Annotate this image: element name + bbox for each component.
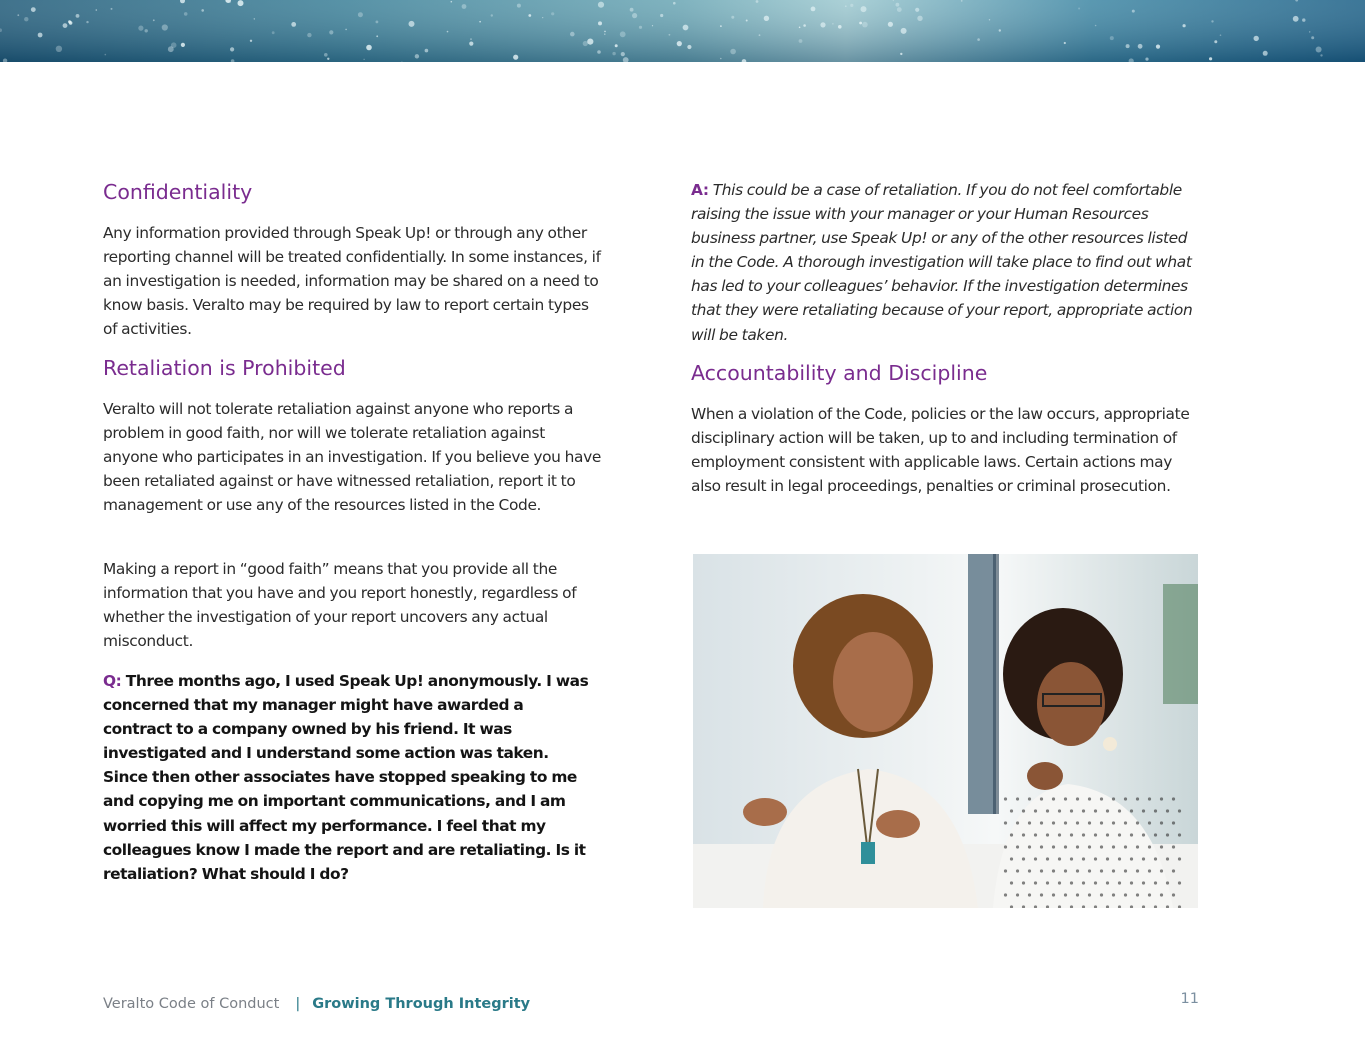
footer-document-title: Veralto Code of Conduct — [103, 996, 280, 1012]
accountability-paragraph: When a violation of the Code, policies or the law occurs, appropriate disciplinary action will be taken, up to and including termination of employment consistent with applicable laws. Certain actions may also result in legal proceedings, penalties or criminal prosecution. — [691, 405, 1190, 496]
page-number: 11 — [1180, 991, 1199, 1007]
question-label: Q: — [103, 672, 122, 690]
answer-text: This could be a case of retaliation. If you do not feel comfortable raising the issue with your manager or your Human Resources business partner, use Speak Up! or any of the other resources listed in the Code. A thorough investigation will take place to find out what has led to your colleagues’ behavior. If the investigation determines that they were retaliating because of your report, appropriate action will be taken. — [691, 181, 1193, 344]
question-text: Three months ago, I used Speak Up! anonymously. I was concerned that my manager might have awarded a contract to a company owned by his friend. It was investigated and I understand some action was taken. Since then other associates have stopped speaking to me and copying me on important communications, and I am worried this will affect my performance. I feel that my colleagues know I made the report and are retaliating. Is it retaliation? What should I do? — [103, 672, 589, 883]
page-footer — [103, 994, 530, 1014]
footer-tagline: Growing Through Integrity — [312, 996, 531, 1012]
accountability-heading: Accountability and Discipline — [691, 361, 988, 385]
colleagues-conversation-photo — [693, 554, 1198, 908]
retaliation-heading: Retaliation is Prohibited — [103, 356, 346, 380]
footer-separator: | — [295, 996, 301, 1012]
header-banner-image — [0, 0, 1365, 62]
answer-label: A: — [691, 181, 709, 199]
retaliation-paragraph: Veralto will not tolerate retaliation against anyone who reports a problem in good faith, nor will we tolerate retaliation against anyone who participates in an investigation. If you believe you have been retaliated against or have witnessed retaliation, report it to management or use any of the resources listed in the Code. — [103, 400, 601, 515]
answer-block — [691, 178, 1201, 347]
confidentiality-paragraph: Any information provided through Speak Up! or through any other reporting channel will be treated confidentially. In some instances, if an investigation is needed, information may be shared on a need to know basis. Veralto may be required by law to report certain types of activities. — [103, 224, 601, 339]
confidentiality-heading: Confidentiality — [103, 180, 253, 204]
good-faith-paragraph: Making a report in “good faith” means that you provide all the information that you have and you report honestly, regardless of whether the investigation of your report uncovers any actual misconduct. — [103, 560, 577, 651]
question-block — [103, 669, 593, 886]
